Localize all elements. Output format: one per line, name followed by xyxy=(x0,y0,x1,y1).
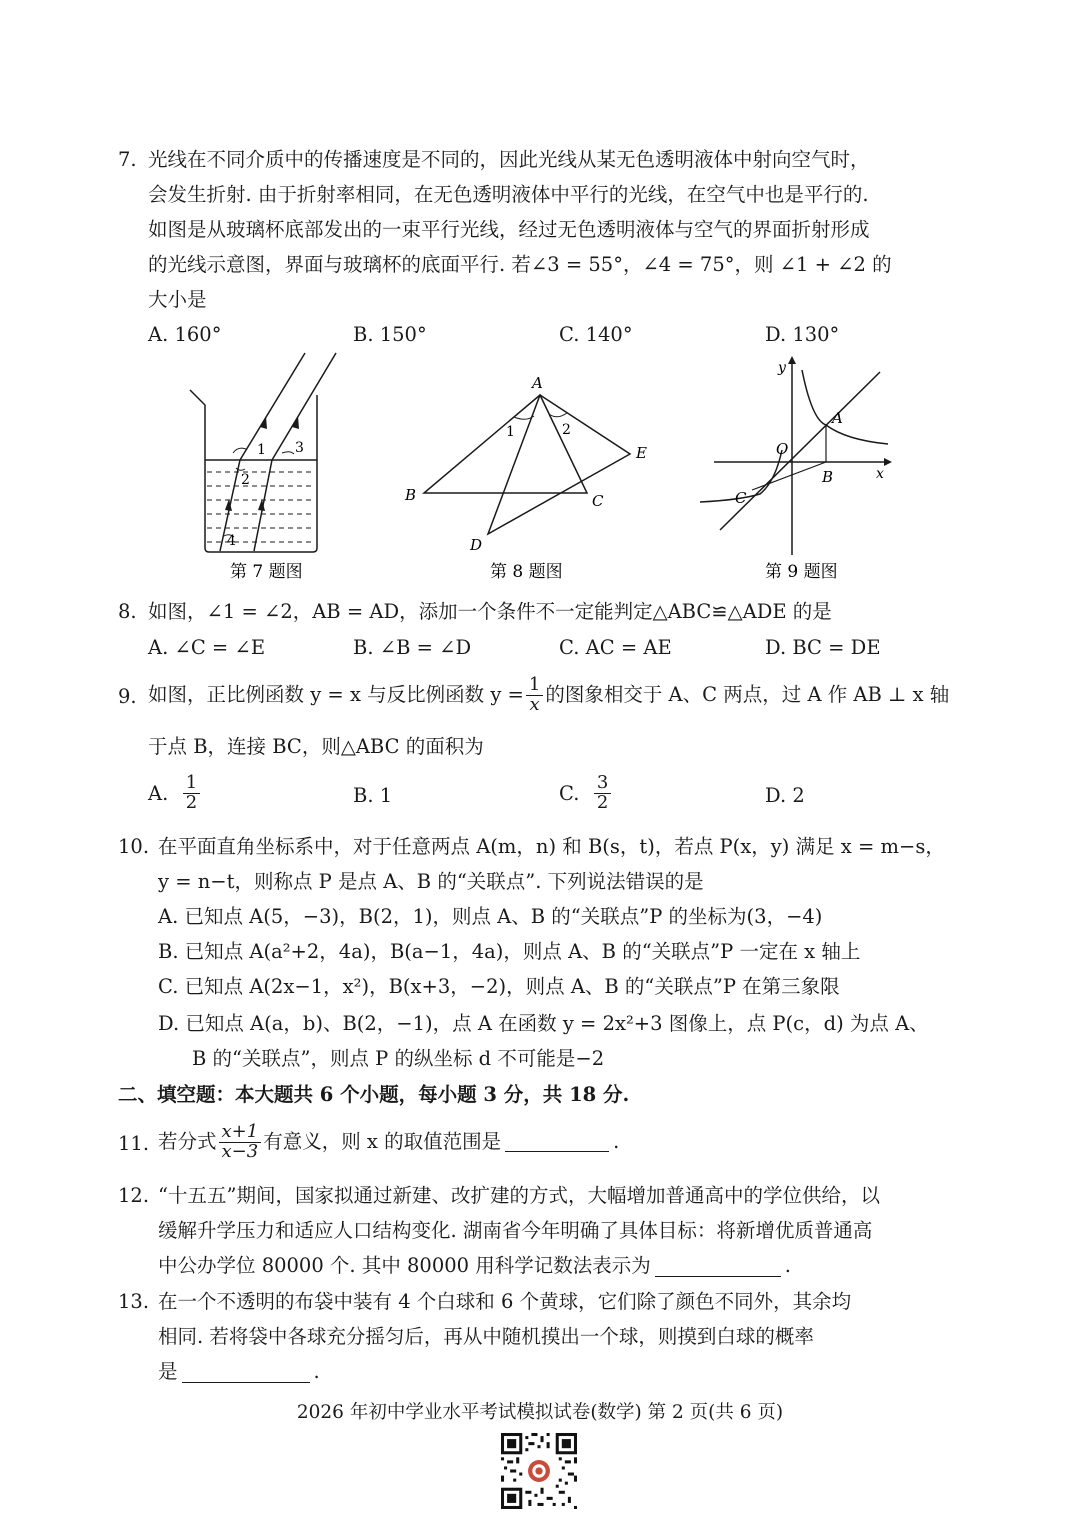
fig8-label-e: E xyxy=(636,444,647,462)
q7-line-5: 大小是 xyxy=(148,288,207,311)
q9-fraction xyxy=(526,673,543,715)
q10-option-a: A. 已知点 A(5，−3)，B(2，1)，则点 A、B 的“关联点”P 的坐标为(3，−4) xyxy=(158,905,823,928)
fig8-label-c: C xyxy=(592,492,604,510)
q7-option-a: A. 160° xyxy=(148,323,222,346)
q12-line-2: 缓解升学压力和适应人口结构变化. 湖南省今年明确了具体目标：将新增优质普通高 xyxy=(158,1219,873,1242)
fig7-label-1: 1 xyxy=(257,442,266,458)
fig8-label-d: D xyxy=(470,536,483,554)
figure-7-arrows xyxy=(225,416,299,511)
q8-option-d: D. BC = DE xyxy=(765,636,881,659)
q11-stem-part-a: 若分式 xyxy=(158,1130,217,1154)
figures-row xyxy=(0,350,1080,595)
q12-number: 12. xyxy=(118,1184,150,1207)
section-2-heading: 二、填空题：本大题共 6 个小题，每小题 3 分，共 18 分. xyxy=(118,1083,630,1106)
figure-8-triangles xyxy=(424,395,630,534)
q10-option-b: B. 已知点 A(a²+2，4a)，B(a−1，4a)，则点 A、B 的“关联点”P 一定在 x 轴上 xyxy=(158,940,861,963)
fig8-label-1: 1 xyxy=(506,424,515,440)
q9-option-d: D. 2 xyxy=(765,784,805,807)
q9-option-c-numerator: 3 xyxy=(594,774,611,794)
fig9-label-o: O xyxy=(776,440,789,458)
q13-line-3-text: 是 xyxy=(158,1360,178,1383)
q8-option-c: C. AC = AE xyxy=(559,636,672,659)
q11-fraction-denominator: x−3 xyxy=(221,1140,259,1162)
q11-stem-part-b: 有意义，则 x 的取值范围是 xyxy=(263,1130,502,1154)
figure-9-graph xyxy=(700,364,888,555)
q9-number: 9. xyxy=(118,685,137,708)
fig9-label-a: A xyxy=(832,409,843,427)
q9-stem-part-a: 如图，正比例函数 y = x 与反比例函数 y = xyxy=(148,683,524,707)
q10-option-d: D. 已知点 A(a，b)、B(2，−1)，点 A 在函数 y = 2x²+3 图像上，点 P(c，d) 为点 A、 xyxy=(158,1012,929,1035)
fig8-label-a: A xyxy=(532,374,543,392)
segment-bc xyxy=(752,462,826,490)
q8-option-b: B. ∠B = ∠D xyxy=(353,636,472,659)
fig9-label-y: y xyxy=(778,360,786,376)
q11-fraction xyxy=(219,1120,262,1162)
q9-option-a-denominator: 2 xyxy=(185,791,198,813)
q13-end: . xyxy=(313,1360,320,1383)
fig7-label-3: 3 xyxy=(295,440,304,456)
page-footer: 2026 年初中学业水平考试模拟试卷(数学) 第 2 页(共 6 页) xyxy=(296,1402,784,1423)
q13-line-3 xyxy=(158,1360,320,1383)
fig9-label-b: B xyxy=(822,468,834,486)
q9-option-a xyxy=(148,770,202,816)
q7-option-b: B. 150° xyxy=(353,323,427,346)
fig9-label-x: x xyxy=(876,466,884,482)
q9-option-b: B. 1 xyxy=(353,784,393,807)
q12-line-1: “十五五”期间，国家拟通过新建、改扩建的方式，大幅增加普通高中的学位供给，以 xyxy=(158,1184,880,1207)
q10-number: 10. xyxy=(118,835,150,858)
q7-line-4: 的光线示意图，界面与玻璃杯的底面平行. 若∠3 = 55°，∠4 = 75°，则 ∠1 + ∠2 的 xyxy=(148,253,892,276)
q11-end: . xyxy=(613,1130,620,1154)
fig7-label-4: 4 xyxy=(227,533,236,549)
fig9-caption: 第 9 题图 xyxy=(765,562,838,582)
q9-stem-part-b: 的图象相交于 A、C 两点，过 A 作 AB ⊥ x 轴 xyxy=(545,683,950,707)
q7-number: 7. xyxy=(118,148,137,171)
fig8-caption: 第 8 题图 xyxy=(490,562,563,582)
fig9-label-c: C xyxy=(735,489,747,507)
q10-line-1: 在平面直角坐标系中，对于任意两点 A(m，n) 和 B(s，t)，若点 P(x，y) 满足 x = m−s， xyxy=(158,835,945,858)
q9-stem xyxy=(148,672,949,718)
q11-answer-blank[interactable] xyxy=(505,1133,609,1152)
fig8-label-b: B xyxy=(405,486,417,504)
q7-line-1: 光线在不同介质中的传播速度是不同的，因此光线从某无色透明液体中射向空气时， xyxy=(148,148,870,171)
q7-option-c: C. 140° xyxy=(559,323,633,346)
q9-option-c-denominator: 2 xyxy=(596,791,609,813)
q7-option-d: D. 130° xyxy=(765,323,840,346)
q10-line-2: y = n−t，则称点 P 是点 A、B 的“关联点”. 下列说法错误的是 xyxy=(158,870,704,893)
q10-option-c: C. 已知点 A(2x−1，x²)，B(x+3，−2)，则点 A、B 的“关联点”P 在第三象限 xyxy=(158,975,840,998)
q9-option-a-fraction xyxy=(183,771,200,813)
q8-stem: 如图，∠1 = ∠2，AB = AD，添加一个条件不一定能判定△ABC≌△ADE 的是 xyxy=(148,600,832,623)
q9-fraction-denominator: x xyxy=(529,693,540,715)
triangle-ade xyxy=(488,395,630,534)
q8-option-a: A. ∠C = ∠E xyxy=(148,636,266,659)
q12-line-3-text: 中公办学位 80000 个. 其中 80000 用科学记数法表示为 xyxy=(158,1254,651,1277)
q9-option-c-label: C. xyxy=(559,781,580,805)
q10-option-d-cont: B 的“关联点”，则点 P 的纵坐标 d 不可能是−2 xyxy=(192,1047,605,1070)
q8-number: 8. xyxy=(118,600,137,623)
light-ray-2-air xyxy=(272,353,336,460)
q12-end: . xyxy=(784,1254,791,1277)
q7-line-3: 如图是从玻璃杯底部发出的一束平行光线，经过无色透明液体与空气的界面折射形成 xyxy=(148,218,870,241)
fig7-caption: 第 7 题图 xyxy=(230,562,303,582)
q13-line-1: 在一个不透明的布袋中装有 4 个白球和 6 个黄球，它们除了颜色不同外，其余均 xyxy=(158,1290,852,1313)
q9-fraction-numerator: 1 xyxy=(526,676,543,696)
q7-line-2: 会发生折射. 由于折射率相同，在无色透明液体中平行的光线，在空气中也是平行的. xyxy=(148,183,869,206)
q11-number: 11. xyxy=(118,1132,150,1155)
q9-option-c xyxy=(559,770,613,816)
q13-answer-blank[interactable] xyxy=(182,1364,310,1383)
q9-option-a-numerator: 1 xyxy=(183,774,200,794)
q13-line-2: 相同. 若将袋中各球充分摇匀后，再从中随机摸出一个球，则摸到白球的概率 xyxy=(158,1325,814,1348)
q12-line-3 xyxy=(158,1254,791,1277)
qr-code[interactable] xyxy=(501,1433,577,1509)
fig7-label-2: 2 xyxy=(241,472,250,488)
q11-fraction-numerator: x+1 xyxy=(219,1123,262,1143)
q13-number: 13. xyxy=(118,1290,150,1313)
fig8-label-2: 2 xyxy=(562,422,571,438)
q9-option-c-fraction xyxy=(594,771,611,813)
q9-option-a-label: A. xyxy=(148,781,169,805)
q11-stem xyxy=(158,1119,619,1165)
q12-answer-blank[interactable] xyxy=(655,1258,781,1277)
q9-stem-line-2: 于点 B，连接 BC，则△ABC 的面积为 xyxy=(148,735,484,758)
